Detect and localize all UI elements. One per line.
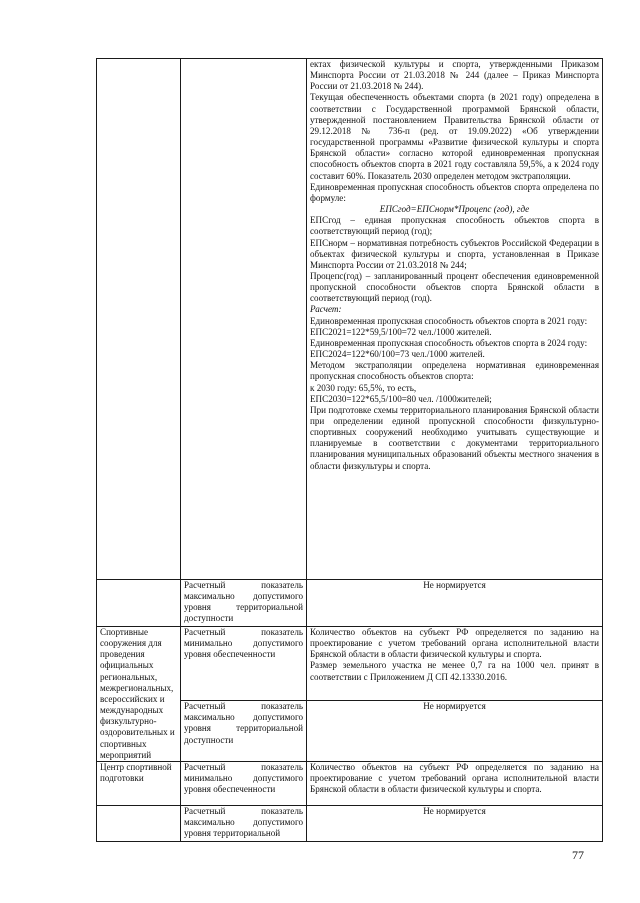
standards-table (96, 58, 603, 842)
value-cell (307, 627, 603, 701)
table-row (97, 627, 603, 701)
calc-line: Единовременная пропускная способность объектов спорта в 2024 году: (310, 337, 588, 348)
object-cell-empty (97, 59, 181, 580)
indicator-cell: Расчетный показатель максимально допустимого уровня территориальной доступности (181, 580, 307, 627)
table-row (97, 805, 603, 841)
calc-line: ЕПС2030=122*65,5/100=80 чел. /1000жителей; (310, 393, 492, 404)
table-row (97, 580, 603, 627)
value-cell: Количество объектов на субъект РФ определяется по заданию на проектирование с учетом требований органа исполнительной власти Брянской области в области физической культуры и спорта. (307, 761, 603, 805)
definition: ЕПСгод – единая пропускная способность объектов спорта в соответствующий период (год); (310, 215, 599, 237)
object-cell: Спортивные сооружения для проведения официальных региональных, межрегиональных, всероссийских и международных физкультурно-оздоровительных и спортивных мероприятий (97, 627, 181, 762)
indicator-cell-empty (181, 59, 307, 580)
value-cell: Не нормируется (307, 580, 603, 627)
object-cell: Центр спортивной подготовки (97, 761, 181, 805)
indicator-cell: Расчетный показатель минимально допустимого уровня обеспеченности (181, 627, 307, 701)
object-cell-empty (97, 580, 181, 627)
indicator-cell: Расчетный показатель минимально допустимого уровня обеспеченности (181, 761, 307, 805)
paragraph: ектах физической культуры и спорта, утвержденными Приказом Минспорта России от 21.03.2018 № 244 (далее – Приказ Минспорта России от 21.03.2018 № 244). (310, 59, 599, 92)
page-number: 77 (572, 848, 584, 862)
value-paragraph: Размер земельного участка не менее 0,7 га на 1000 чел. принят в соответствии с Приложением Д СП 42.13330.2016. (310, 660, 599, 682)
value-cell-methodology (307, 59, 603, 580)
calc-header: Расчет: (310, 304, 342, 315)
paragraph: Текущая обеспеченность объектами спорта (в 2021 году) определена в соответствии с Государственной программой Брянской области, утвержденной постановлением Правительства Брянской области от 29.12.2018 № 736-п (ред. от 19.09.2022) «Об утверждении государственной программы «Развитие физической культуры и спорта Брянской области» согласно которой единовременная пропускная способность объектов спорта в 2021 году составляла 59,5%, а к 2024 году составит 60%. Показатель 2030 определен методом экстраполяции. (310, 92, 599, 181)
value-cell: Не нормируется (307, 805, 603, 841)
paragraph: Единовременная пропускная способность объектов спорта определена по формуле: (310, 181, 599, 203)
calc-line: ЕПС2024=122*60/100=73 чел./1000 жителей. (310, 349, 485, 360)
closing-paragraph: При подготовке схемы территориального планирования Брянской области при определении единой пропускной способности физкультурно-спортивных сооружений необходимо учитывать существующие и планируемые в соответствии с документами территориального планирования муниципальных образований объекты местного значения в области физкультуры и спорта. (310, 404, 599, 471)
calc-line: Единовременная пропускная способность объектов спорта в 2021 году: (310, 315, 588, 326)
table-row (97, 761, 603, 805)
calc-line: к 2030 году: 65,5%, то есть, (310, 382, 417, 393)
indicator-cell: Расчетный показатель максимально допустимого уровня территориальной (181, 805, 307, 841)
value-cell: Не нормируется (307, 701, 603, 762)
definition: Процепс(год) – запланированный процент обеспечения единовременной пропускной способности объектов спорта Брянской области в соответствующий период (год). (310, 270, 599, 304)
value-paragraph: Количество объектов на субъект РФ определяется по заданию на проектирование с учетом требований органа исполнительной власти Брянской области в области физической культуры и спорта. (310, 627, 599, 660)
calc-line: ЕПС2021=122*59,5/100=72 чел./1000 жителей. (310, 326, 492, 337)
definition: ЕПСнорм – нормативная потребность субъектов Российской Федерации в объектах физической культуры и спорта, установленная в Приказе Минспорта России от 21.03.2018 № 244; (310, 237, 599, 270)
calc-line: Методом экстраполяции определена нормативная единовременная пропускная способность объектов спорта: (310, 360, 599, 382)
object-cell-empty (97, 805, 181, 841)
formula: ЕПСгод=ЕПСнорм*Процепс (год), где (379, 204, 530, 215)
table-row (97, 59, 603, 580)
indicator-cell: Расчетный показатель максимально допустимого уровня территориальной доступности (181, 701, 307, 762)
